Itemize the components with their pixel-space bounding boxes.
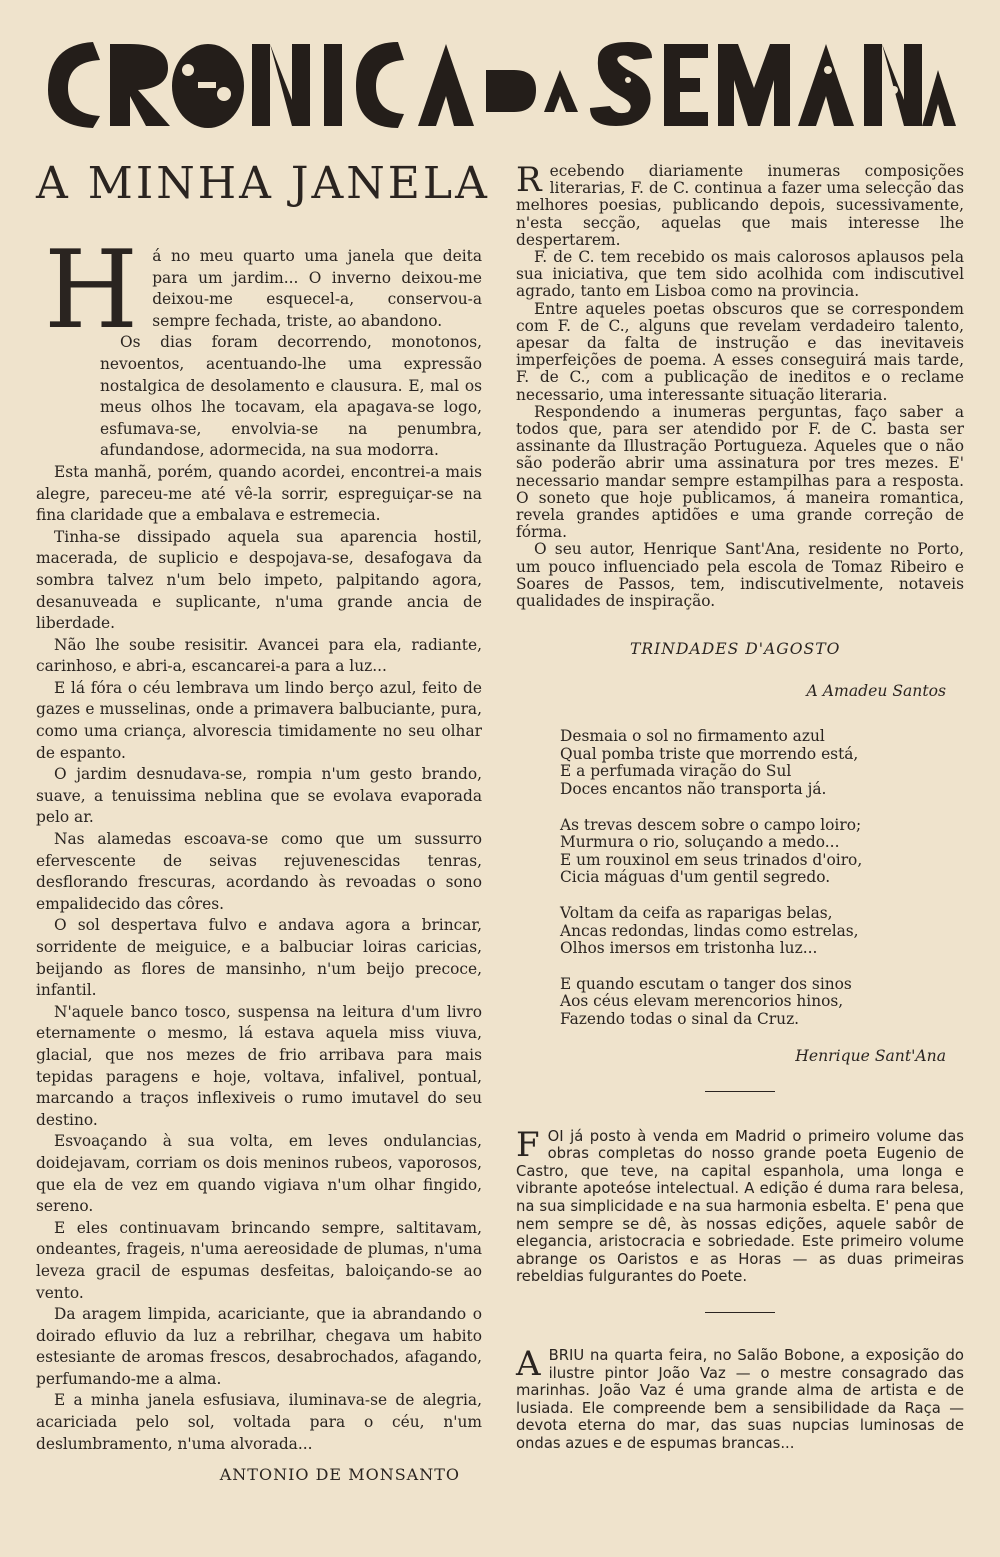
article-column — [36, 158, 490, 1485]
poem-body — [560, 728, 964, 1028]
editorial-paragraph: O seu autor, Henrique Sant'Ana, residente no Porto, um pouco influenciado pela escola de Tomaz Ribeiro e Soares de Passos, tem, indiscutivelmente, notaveis qualidades de inspiração. — [516, 540, 964, 611]
article-body — [36, 228, 482, 1455]
notice-castro-text: OI já posto à venda em Madrid o primeiro volume das obras completas do nosso grande poeta Eugenio de Castro, que teve, na capital espanhola, uma longa e vibrante apoteóse intelectual. A edição é duma rara belesa, na sua simplicidade e na sua harmonia esbelta. E' pena que nem sempre se dê, às nossas edições, aquele sabôr de elegancia, aristocracia e sobriedade. Este primeiro volume abrange os Oaristos e as Horas — as duas primeiras rebeldias fulgurantes do Poete. — [516, 1127, 964, 1286]
article-paragraph: O sol despertava fulvo e andava agora a brincar, sorridente de meiguice, e a balbuciar loiras caricias, beijando as flores de mansinho, n'um beijo precoce, infantil. — [36, 916, 482, 1000]
editorial-dropcap: R — [516, 160, 542, 200]
poem-line: Voltam da ceifa as raparigas belas, — [560, 904, 833, 923]
editorial-paragraph: Respondendo a inumeras perguntas, faço saber a todos que, para ser atendido por F. de C. basta ser assinante da Illustração Portugueza. Aqueles que o não são poderão abrir uma assinatura por tres mezes. E' necessario mandar sempre estampilhas para a resposta. O soneto que hoje publicamos, á maneira romantica, revela grandes aptidões e uma grande correção de fórma. — [516, 402, 964, 542]
editorial-paragraph: F. de C. tem recebido os mais calorosos aplausos pela sua iniciativa, que tem sido acolhida com indiscutivel agrado, tanto em Lisboa como na provincia. — [516, 248, 964, 301]
article-paragraph: E eles continuavam brincando sempre, saltitavam, ondeantes, frageis, n'uma aereosidade de plumas, n'uma leveza gracil de espumas desfeitas, baloiçando-se ao vento. — [36, 1218, 482, 1302]
article-signature: ANTONIO DE MONSANTO — [219, 1465, 460, 1485]
editorial-paragraph: ecebendo diariamente inumeras composições literarias, F. de C. continua a fazer uma selecção das melhores poesias, publicando depois, sucessivamente, n'esta secção, aquelas que mais interesse lhe despertarem. — [516, 162, 964, 249]
section-divider — [705, 1312, 775, 1313]
poem-line: As trevas descem sobre o campo loiro; — [560, 815, 862, 834]
article-paragraph: Esta manhã, porém, quando acordei, encontrei-a mais alegre, pareceu-me até vê-la sorrir, espreguiçar-se na fina claridade que a embalava e estremecia. — [36, 462, 482, 525]
article-paragraph: Tinha-se dissipado aquela sua aparencia hostil, macerada, de suplicio e despojava-se, desafogava da sombra talvez n'um belo impeto, palpitando agora, desanuveada e suplicante, n'uma grande ancia de liberdade. — [36, 527, 482, 633]
article-headline: A MINHA JANELA — [36, 158, 490, 209]
notice-castro — [516, 1124, 964, 1286]
poem-line: E quando escutam o tanger dos sinos — [560, 974, 852, 993]
poem-author: Henrique Sant'Ana — [795, 1046, 946, 1065]
article-paragraph: á no meu quarto uma janela que deita para um jardim... O inverno deixou-me deixou-me esquecel-a, conservou-a sempre fechada, triste, ao abandono. — [152, 247, 482, 330]
poem-line: Ancas redondas, lindas como estrelas, — [560, 921, 859, 940]
poem-line: E a perfumada viração do Sul — [560, 762, 792, 781]
poem-line: E um rouxinol em seus trinados d'oiro, — [560, 850, 863, 869]
article-paragraph: Os dias foram decorrendo, monotonos, nevoentos, acentuando-lhe uma expressão nostalgica de desolamento e clausura. E, mal os meus olhos lhe tocavam, ela apagava-se logo, esfumava-se, envolvia-se na penumbra, afundandose, adormecida, na sua modorra. — [100, 333, 482, 460]
article-dropcap: H — [44, 228, 139, 353]
poem-stanza — [560, 976, 964, 1029]
right-column — [516, 160, 964, 1453]
poem-line: Qual pomba triste que morrendo está, — [560, 744, 859, 763]
poem-line: Fazendo todas o sinal da Cruz. — [560, 1010, 800, 1028]
article-paragraph: Da aragem limpida, acariciante, que ia abrandando o doirado efluvio da luz a rebrilhar, chegava um habito estesiante de aromas frescos, desabrochados, afagando, perfumando-me a alma. — [36, 1305, 482, 1388]
notice-castro-dropcap: F — [516, 1124, 540, 1165]
editorial-section — [516, 160, 964, 611]
masthead-banner — [38, 30, 958, 130]
poem-dedication: A Amadeu Santos — [806, 682, 946, 701]
notice-vaz — [516, 1343, 964, 1453]
article-paragraph: Não lhe soube resisitir. Avancei para ela, radiante, carinhoso, e abri-a, escancarei-a para a luz... — [36, 635, 482, 676]
section-divider — [705, 1091, 775, 1092]
poem-line: Olhos imersos em tristonha luz... — [560, 939, 818, 958]
article-paragraph: Esvoaçando à sua volta, em leves ondulancias, doidejavam, corriam os dois meninos rubeos, vaporosos, que ela de vez em quando vigiava n'um olhar fingido, sereno. — [36, 1132, 482, 1216]
poem-stanza — [560, 817, 964, 887]
article-paragraph: Nas alamedas escoava-se como que um sussurro efervescente de seivas rejuvenescidas tenras, desflorando frescuras, acordando às revoadas o sono empalidecido das côres. — [36, 830, 482, 913]
poem-line: Aos céus elevam merencorios hinos, — [560, 992, 844, 1011]
poem-line: Doces encantos não transporta já. — [560, 780, 827, 799]
poem-title: TRINDADES D'AGOSTO — [630, 640, 841, 659]
article-paragraph: E a minha janela esfusiava, iluminava-se de alegria, acariciada pelo sol, voltada para o céu, n'um deslumbramento, n'uma alvorada... — [36, 1391, 482, 1453]
article-paragraph: O jardim desnudava-se, rompia n'um gesto brando, suave, a tenuissima neblina que se evolava evaporada pelo ar. — [36, 765, 482, 827]
poem-line: Murmura o rio, soluçando a medo... — [560, 833, 840, 852]
notice-vaz-text: BRIU na quarta feira, no Salão Bobone, a exposição do ilustre pintor João Vaz — o mestre consagrado das marinhas. João Vaz é uma grande alma de artista e de lusiada. Ele compreende bem a sensibilidade da Raça — devota eterna do mar, das suas nupcias luminosas de ondas azues e de espumas brancas... — [516, 1346, 964, 1452]
article-paragraph: E lá fóra o céu lembrava um lindo berço azul, feito de gazes e musselinas, onde a primavera balbuciante, pura, como uma criança, alvorescia timidamente no seu olhar de espanto. — [36, 678, 482, 762]
poem-line: Cicia máguas d'um gentil segredo. — [560, 868, 831, 887]
poem-stanza — [560, 728, 964, 798]
article-paragraph: N'aquele banco tosco, suspensa na leitura d'um livro eternamente o mesmo, lá estava aquela miss viuva, glacial, que nos mezes de frio arribava para mais tepidas paragens e hoje, voltava, infalivel, pontual, marcando a traços inflexiveis o rumo imutavel do seu destino. — [36, 1002, 482, 1129]
poem-stanza — [560, 905, 964, 958]
notice-vaz-dropcap: A — [516, 1343, 541, 1384]
editorial-paragraph: Entre aqueles poetas obscuros que se correspondem com F. de C., alguns que revelam verdadeiro talento, apesar da falta de instrução e das inevitaveis imperfeições de poema. A esses conseguirá mais tarde, F. de C., com a publicação de ineditos e o reclame necessario, uma interessante situação literaria. — [516, 299, 964, 404]
poem-line: Desmaia o sol no firmamento azul — [560, 727, 825, 746]
